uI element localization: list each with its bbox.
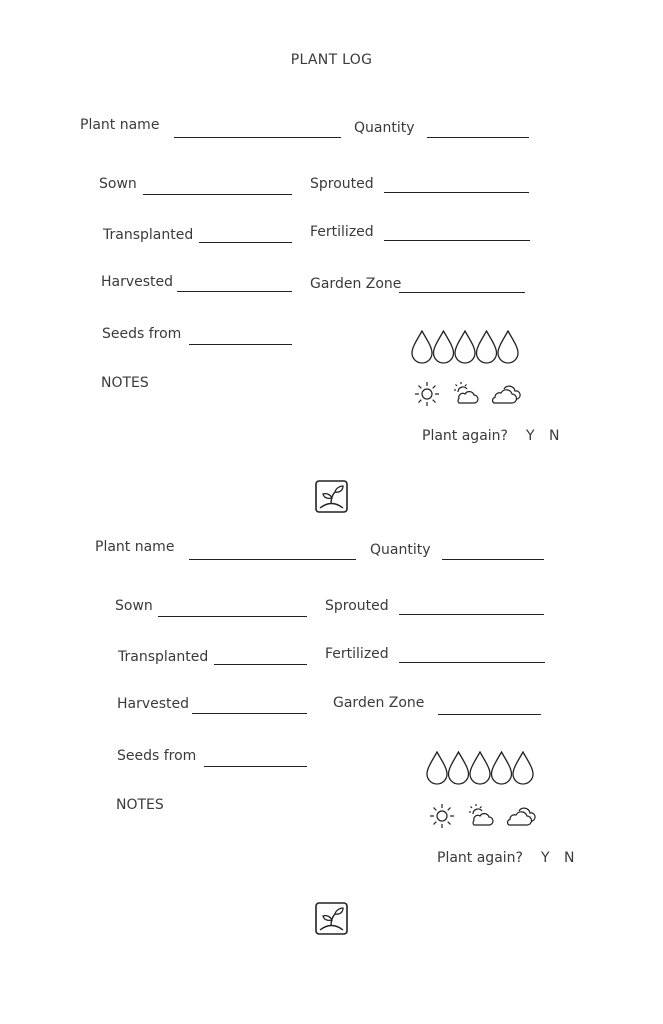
- garden-zone-label: Garden Zone: [310, 276, 402, 292]
- fertilized-label: Fertilized: [325, 646, 389, 662]
- sprouted-label: Sprouted: [310, 176, 374, 192]
- seeds-from-label: Seeds from: [102, 326, 182, 342]
- sown-label: Sown: [115, 598, 153, 614]
- water-drop-icon[interactable]: [412, 331, 432, 363]
- garden-zone-field[interactable]: [399, 292, 525, 293]
- watering-drops[interactable]: [410, 330, 524, 364]
- seeds-from-field[interactable]: [204, 766, 307, 767]
- fertilized-field[interactable]: [399, 662, 545, 663]
- sown-field[interactable]: [158, 616, 307, 617]
- water-drop-icon[interactable]: [470, 752, 490, 784]
- water-drop-icon[interactable]: [513, 752, 533, 784]
- plant-name-label: Plant name: [80, 117, 160, 133]
- harvested-label: Harvested: [117, 696, 190, 712]
- water-drop-icon[interactable]: [434, 331, 454, 363]
- plant-name-label: Plant name: [95, 539, 175, 555]
- water-drop-icon[interactable]: [492, 752, 512, 784]
- seeds-from-label: Seeds from: [117, 748, 197, 764]
- plant-again-label: Plant again?: [422, 428, 508, 444]
- quantity-field[interactable]: [442, 559, 544, 560]
- sun-icon[interactable]: [430, 804, 454, 828]
- harvested-label: Harvested: [101, 274, 174, 290]
- plant-name-field[interactable]: [174, 137, 341, 138]
- transplanted-label: Transplanted: [103, 227, 194, 243]
- quantity-field[interactable]: [427, 137, 529, 138]
- page-title: PLANT LOG: [290, 52, 373, 68]
- notes-label: NOTES: [101, 375, 149, 391]
- plant-again-no[interactable]: N: [564, 850, 575, 866]
- plant-again-label: Plant again?: [437, 850, 523, 866]
- sown-field[interactable]: [143, 194, 292, 195]
- weather-icons[interactable]: [427, 803, 542, 829]
- plant-again-yes[interactable]: Y: [541, 850, 550, 866]
- partly-cloudy-icon[interactable]: [469, 804, 493, 825]
- fertilized-label: Fertilized: [310, 224, 374, 240]
- weather-icons[interactable]: [412, 381, 527, 407]
- plant-entry-2: [0, 421, 663, 866]
- sprout-icon: [315, 902, 348, 935]
- cloud-icon[interactable]: [508, 808, 536, 825]
- plant-again-yes[interactable]: Y: [526, 428, 535, 444]
- sprouted-label: Sprouted: [325, 598, 389, 614]
- water-drop-icon[interactable]: [498, 331, 518, 363]
- garden-zone-label: Garden Zone: [333, 695, 425, 711]
- water-drop-icon[interactable]: [449, 752, 469, 784]
- transplanted-field[interactable]: [199, 242, 292, 243]
- sun-icon[interactable]: [415, 382, 439, 406]
- quantity-label: Quantity: [354, 120, 415, 136]
- seeds-from-field[interactable]: [189, 344, 292, 345]
- harvested-field[interactable]: [192, 713, 307, 714]
- harvested-field[interactable]: [177, 291, 292, 292]
- plant-again-no[interactable]: N: [549, 428, 560, 444]
- plant-name-field[interactable]: [189, 559, 356, 560]
- sprouted-field[interactable]: [384, 192, 529, 193]
- water-drop-icon[interactable]: [455, 331, 475, 363]
- water-drop-icon[interactable]: [477, 331, 497, 363]
- garden-zone-field[interactable]: [438, 714, 541, 715]
- sprouted-field[interactable]: [399, 614, 544, 615]
- quantity-label: Quantity: [370, 542, 431, 558]
- watering-drops[interactable]: [425, 751, 539, 785]
- transplanted-field[interactable]: [214, 664, 307, 665]
- sown-label: Sown: [99, 176, 137, 192]
- transplanted-label: Transplanted: [118, 649, 209, 665]
- cloud-icon[interactable]: [493, 386, 521, 403]
- fertilized-field[interactable]: [384, 240, 530, 241]
- water-drop-icon[interactable]: [427, 752, 447, 784]
- partly-cloudy-icon[interactable]: [454, 382, 478, 403]
- notes-label: NOTES: [116, 797, 164, 813]
- plant-entry-1: [0, 0, 663, 444]
